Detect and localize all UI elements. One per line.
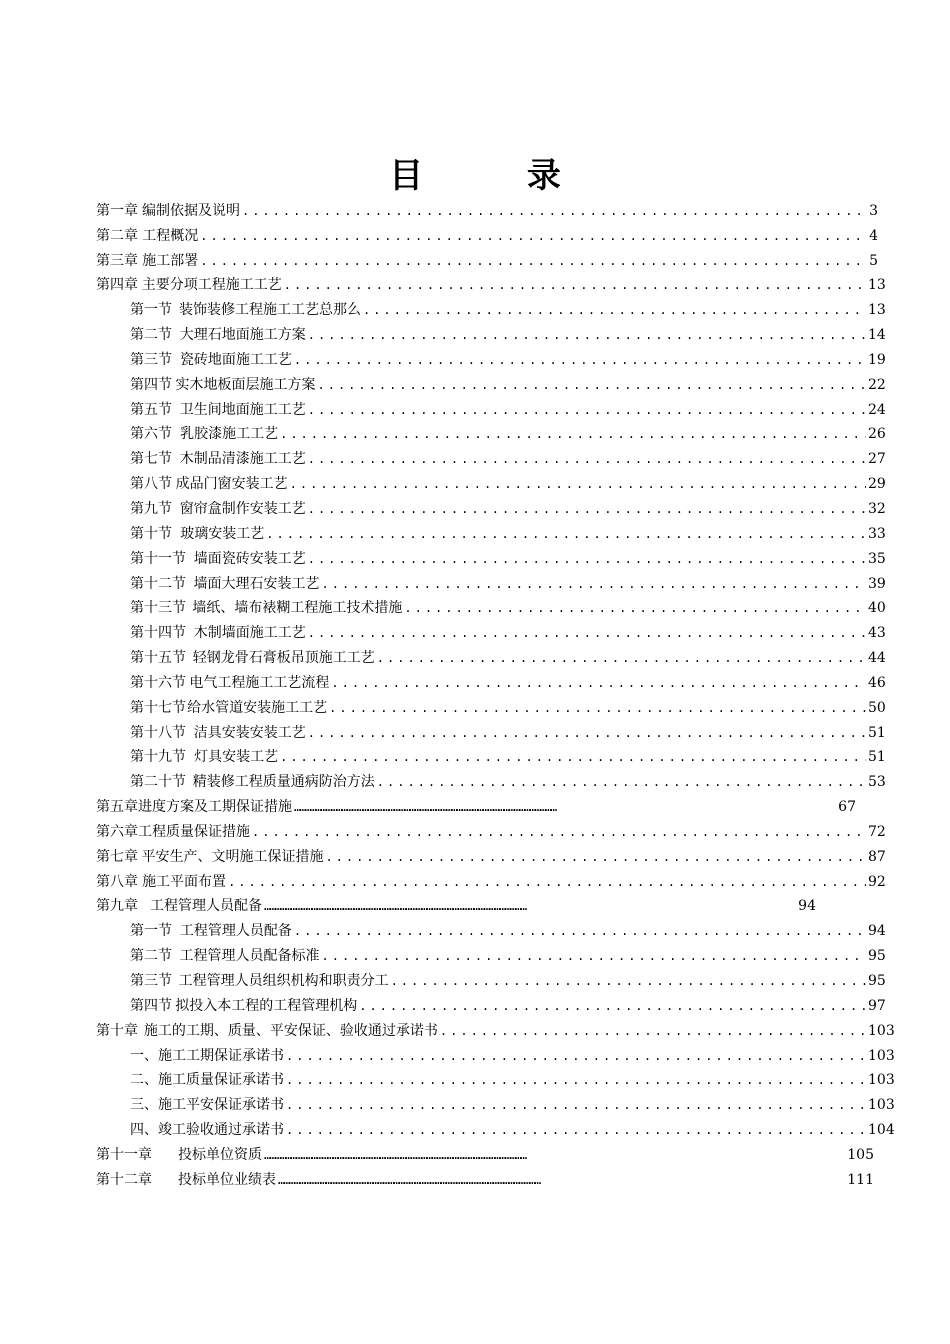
toc-label: 主要分项工程施工工艺 [141,277,282,294]
leader-dots [308,723,866,743]
toc-number: 第十七节 [130,699,186,716]
toc-number: 第五节 [130,401,172,418]
toc-number: 第四节 [130,997,172,1014]
toc-number: 第三节 [130,973,172,989]
leader-dots [308,400,866,420]
toc-entry[interactable] [96,320,886,345]
leader-dots [308,499,866,519]
toc-label: 墙纸、墙布裱糊工程施工技术措施 [192,600,403,617]
toc-label: 给水管道安装施工工艺 [187,699,328,716]
toc-label: 卫生间地面施工工艺 [179,401,306,418]
leader-dots [284,275,866,295]
toc-page: 92 [868,873,886,890]
toc-number: 第十八节 [130,724,186,741]
toc-entry[interactable] [96,941,886,966]
toc-label: 投标单位资质 [178,1146,262,1163]
toc-number: 第十一章 [96,1146,152,1163]
leader-dots [404,598,866,618]
toc-entry[interactable] [96,916,886,941]
toc-number: 第二章 [96,227,138,244]
toc-number: 第二节 [130,948,172,965]
leader-dots [308,549,866,569]
leader-dots [286,1046,866,1066]
toc-label: 乳胶漆施工工艺 [180,426,279,443]
toc-entry[interactable] [96,1115,895,1140]
toc-page: 94 [868,923,886,940]
leader-dots [322,946,866,966]
toc-page: 13 [868,302,886,319]
toc-entry[interactable] [96,246,878,271]
toc-label: 木制品清漆施工工艺 [179,451,306,468]
toc-entry[interactable] [96,966,886,991]
toc-entry[interactable] [96,469,886,494]
page-title: 目 录 [389,156,607,196]
toc-entry[interactable] [96,1140,874,1165]
toc-entry[interactable] [96,569,886,594]
toc-page: 72 [868,823,886,840]
toc-page: 103 [868,1047,895,1064]
leader-dots [264,1145,845,1165]
toc-entry[interactable] [96,544,886,569]
leader-dots [440,1021,866,1041]
toc-page: 24 [868,401,886,418]
toc-entry[interactable] [96,494,886,519]
toc-entry[interactable] [96,395,886,420]
leader-dots [294,350,866,370]
toc-label: 实木地板面层施工方案 [175,376,316,393]
toc-entry[interactable] [96,196,878,221]
leader-dots [228,872,866,892]
toc-number: 第十二章 [96,1171,152,1188]
leader-dots [294,797,818,817]
toc-label: 玻璃安装工艺 [180,525,265,542]
toc-label: 工程质量保证措施 [138,823,250,840]
toc-number: 第八节 [130,476,172,493]
toc-label: 施工工期保证承诺书 [158,1047,284,1064]
toc-label: 木制墙面施工工艺 [193,625,306,642]
toc-page: 5 [869,252,878,269]
toc-label: 拟投入本工程的工程管理机构 [175,997,358,1014]
toc-label: 竣工验收通过承诺书 [158,1122,284,1139]
leader-dots [308,325,866,345]
toc-page: 13 [868,277,886,294]
toc-number: 第十九节 [130,749,186,766]
toc-page: 19 [868,351,886,368]
toc-page: 103 [868,1072,895,1089]
toc-label: 装饰装修工程施工工艺总那么 [178,302,361,319]
toc-number: 第六节 [130,426,172,443]
toc-page: 51 [868,749,886,766]
toc-page: 53 [868,774,886,791]
toc-number: 第十四节 [130,625,186,642]
toc-page: 22 [868,376,886,393]
toc-label: 施工平面布置 [142,873,227,890]
toc-entry[interactable] [96,792,856,817]
toc-number: 第九章 [96,898,138,915]
leader-dots [200,251,866,271]
toc-number: 第四节 [130,376,172,393]
toc-label: 工程概况 [142,227,199,244]
toc-page: 44 [868,650,886,667]
leader-dots [280,747,866,767]
toc-page: 67 [838,799,856,816]
toc-entry[interactable] [96,594,886,619]
toc-label: 瓷砖地面施工工艺 [179,351,292,368]
leader-dots [377,648,866,668]
toc-label: 施工质量保证承诺书 [158,1072,284,1089]
toc-label: 成品门窗安装工艺 [175,476,288,493]
leader-dots [308,623,866,643]
toc-number: 四、 [130,1122,158,1139]
leader-dots [290,474,866,494]
leader-dots [286,1070,866,1090]
toc-entry[interactable] [96,991,886,1016]
leader-dots [294,921,866,941]
leader-dots [325,847,866,867]
leader-dots [278,1170,845,1190]
toc-page: 29 [868,476,886,493]
toc-entry[interactable] [96,743,886,768]
toc-number: 第七节 [130,451,172,468]
toc-label: 轻钢龙骨石膏板吊顶施工工艺 [192,650,375,667]
leader-dots [377,772,866,792]
toc-entry[interactable] [96,643,886,668]
toc-number: 第十一节 [130,550,186,567]
toc-page: 97 [868,997,886,1014]
toc-page: 95 [868,948,886,965]
toc-number: 第十三节 [130,600,186,617]
leader-dots [331,673,866,693]
toc-label: 施工平安保证承诺书 [158,1097,284,1114]
toc-entry[interactable] [96,221,878,246]
toc-page: 40 [868,600,886,617]
toc-number: 第一章 [96,202,138,219]
toc-label: 工程管理人员配备标准 [179,948,320,965]
toc-label: 电气工程施工工艺流程 [189,674,330,691]
toc-page: 105 [847,1146,874,1163]
toc-page: 94 [798,898,816,915]
toc-page: 35 [868,550,886,567]
toc-number: 第五章 [96,799,138,816]
toc-label: 施工的工期、质量、平安保证、验收通过承诺书 [143,1022,438,1039]
leader-dots [308,449,866,469]
leader-dots [280,424,866,444]
toc-entry[interactable] [96,1016,895,1041]
toc-entry[interactable] [96,444,886,469]
toc-number: 第八章 [96,873,138,890]
toc-label: 墙面大理石安装工艺 [193,575,320,592]
toc-entry[interactable] [96,1041,895,1066]
leader-dots [252,822,866,842]
toc-page: 104 [868,1122,895,1139]
toc-number: 三、 [130,1097,158,1114]
toc-page: 111 [847,1171,874,1188]
toc-entry[interactable] [96,295,886,320]
toc-label: 投标单位业绩表 [178,1171,276,1188]
toc-entry[interactable] [96,718,886,743]
leader-dots [266,524,866,544]
toc-page: 39 [868,575,886,592]
toc-entry[interactable] [96,892,816,917]
toc-number: 第十六节 [130,674,186,691]
leader-dots [242,201,866,221]
toc-label: 施工部署 [142,252,199,269]
toc-number: 第二节 [130,327,172,344]
toc-page: 26 [868,426,886,443]
toc-label: 灯具安装工艺 [194,749,279,766]
toc-number: 第一节 [130,302,172,319]
toc-number: 第十章 [96,1022,138,1039]
toc-page: 14 [868,327,886,344]
toc-entry[interactable] [96,668,886,693]
toc-entry[interactable] [96,519,886,544]
toc-number: 第四章 [96,277,138,294]
toc-number: 第十节 [130,525,172,542]
toc-number: 第一节 [130,923,172,940]
toc-entry[interactable] [96,867,886,892]
toc-number: 第三节 [130,351,172,368]
toc-label: 窗帘盒制作安装工艺 [179,500,306,517]
toc-label: 编制依据及说明 [141,202,240,219]
toc-entry[interactable] [96,1066,895,1091]
toc-entry[interactable] [96,420,886,445]
leader-dots [286,1120,866,1140]
toc-number: 第十二节 [130,575,186,592]
toc-number: 第二十节 [130,774,186,791]
toc-page: 50 [868,699,886,716]
toc-label: 大理石地面施工方案 [179,327,306,344]
toc-number: 第三章 [96,252,138,269]
toc-label: 平安生产、文明施工保证措施 [141,848,324,865]
leader-dots [318,375,867,395]
toc-entry[interactable] [96,618,886,643]
toc-page: 27 [868,451,886,468]
leader-dots [286,1095,866,1115]
toc-page: 43 [868,625,886,642]
toc-page: 95 [868,973,886,989]
toc-page: 33 [868,525,886,542]
toc-entry[interactable] [96,767,886,792]
toc-entry[interactable] [96,271,886,296]
leader-dots [200,226,866,246]
toc-page: 46 [868,674,886,691]
leader-dots [359,996,866,1016]
toc-page: 32 [868,500,886,517]
toc-label: 精装修工程质量通病防治方法 [192,774,375,791]
toc-number: 第十五节 [130,650,186,667]
toc-entry[interactable] [96,1090,895,1115]
leader-dots [329,698,866,718]
toc-number: 第九节 [130,500,172,517]
toc-number: 第七章 [96,848,138,865]
toc-page: 4 [869,227,878,244]
toc-entry[interactable] [96,693,886,718]
leader-dots [391,971,866,991]
leader-dots [322,574,866,594]
toc-page: 87 [868,848,886,865]
toc-label: 工程管理人员配备 [179,923,292,940]
toc-number: 二、 [130,1072,158,1089]
toc-page: 3 [869,202,878,219]
toc-entry[interactable] [96,370,886,395]
toc-label: 工程管理人员组织机构和职责分工 [178,973,389,989]
toc-label: 墙面瓷砖安装工艺 [193,550,306,567]
toc-entry[interactable] [96,1165,874,1190]
table-of-contents [96,196,895,1190]
toc-entry[interactable] [96,817,886,842]
toc-entry[interactable] [96,345,886,370]
toc-page: 51 [868,724,886,741]
toc-label: 洁具安装安装工艺 [193,724,306,741]
toc-label: 进度方案及工期保证措施 [138,799,292,816]
toc-page: 103 [868,1097,895,1114]
toc-number: 一、 [130,1047,158,1064]
toc-number: 第六章 [96,823,138,840]
leader-dots [363,300,866,320]
toc-label: 工程管理人员配备 [150,898,262,915]
toc-entry[interactable] [96,842,886,867]
toc-page: 103 [868,1022,895,1039]
leader-dots [264,896,778,916]
